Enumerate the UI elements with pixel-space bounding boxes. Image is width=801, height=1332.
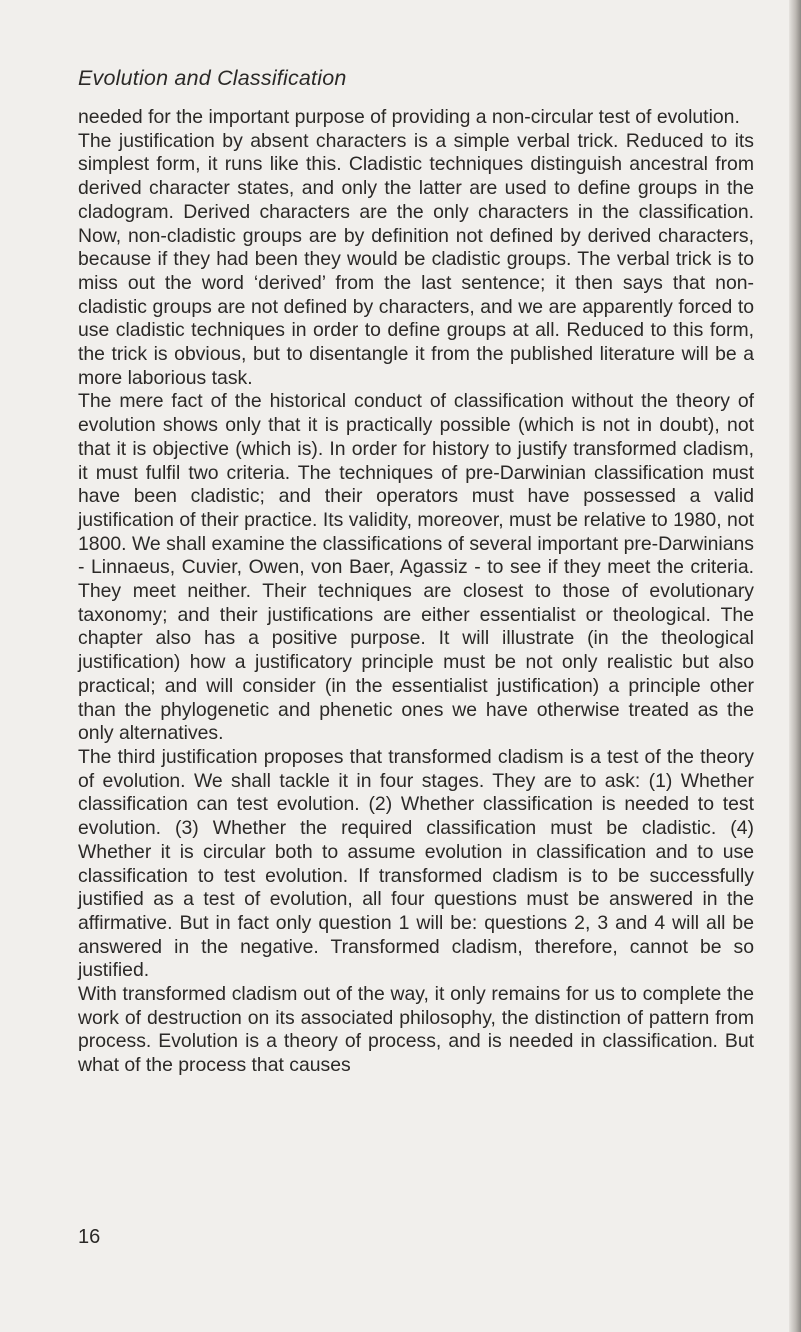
paragraph-absent-characters: The justification by absent characters is a simple verbal trick. Reduced to its simplest form, it runs like this. Cladistic techniques distinguish ancestral from derived character states, and only the latter are used to define groups in the cladogram. Derived characters are the only characters in the classification. Now, non-cladistic groups are by definition not defined by derived characters, because if they had been they would be cladistic groups. The verbal trick is to miss out the word ‘derived’ from the last sentence; it then says that non-cladistic groups are not defined by characters, and we are apparently forced to use cladistic techniques in order to define groups at all. Reduced to this form, the trick is obvious, but to disentangle it from the published literature will be a more laborious task. [78,129,754,389]
running-header: Evolution and Classification [78,66,347,90]
paragraph-third-justification: The third justification proposes that transformed cladism is a test of the theory of evolution. We shall tackle it in four stages. They are to ask: (1) Whether classification can test evolution. (2) Whether classification is needed to test evolution. (3) Whether the required classification must be cladistic. (4) Whether it is circular both to assume evolution in classification and to use classification to test evolution. If transformed cladism is to be successfully justified as a test of evolution, all four questions must be answered in the affirmative. But in fact only question 1 will be: questions 2, 3 and 4 will all be answered in the negative. Transformed cladism, therefore, cannot be so justified. [78,745,754,982]
page-edge-shadow [789,0,801,1332]
body-text [78,106,754,1078]
paragraph-historical-conduct: The mere fact of the historical conduct of classification without the theory of evolution shows only that it is practically possible (which is not in doubt), not that it is objective (which is). In order for history to justify transformed cladism, it must fulfil two criteria. The techniques of pre-Darwinian classification must have been cladistic; and their operators must have possessed a valid justification of their practice. Its validity, moreover, must be relative to 1980, not 1800. We shall examine the classifications of several important pre-Darwinians - Linnaeus, Cuvier, Owen, von Baer, Agassiz - to see if they meet the criteria. They meet neither. Their techniques are closest to those of evolutionary taxonomy; and their justifications are either essentialist or theological. The chapter also has a positive purpose. It will illustrate (in the theological justification) how a justificatory principle must be not only realistic but also practical; and will consider (in the essentialist justification) a principle other than the phylogenetic and phenetic ones we have otherwise treated as the only alternatives. [78,390,754,745]
paragraph-pattern-process: With transformed cladism out of the way, it only remains for us to complete the work of destruction on its associated philosophy, the distinction of pattern from process. Evolution is a theory of process, and is needed in classification. But what of the process that causes [78,983,754,1077]
paragraph-continuation: needed for the important purpose of providing a non-circular test of evolution. [78,106,740,128]
page-number: 16 [78,1226,101,1248]
